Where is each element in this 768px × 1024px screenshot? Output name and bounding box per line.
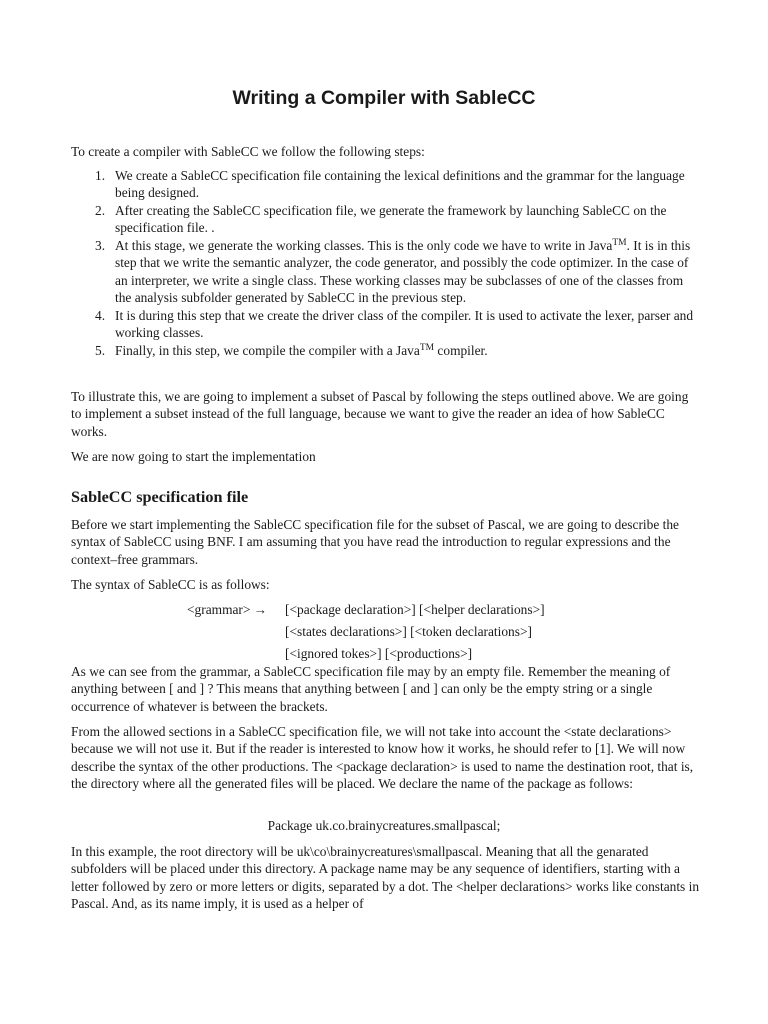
list-number: 5.	[95, 342, 106, 358]
list-number: 2.	[95, 202, 106, 218]
intro-paragraph: To create a compiler with SableCC we follow the following steps:	[71, 144, 425, 159]
list-item-text: After creating the SableCC specification file, we generate the framework by launching SableCC on the specification file. .	[115, 202, 667, 236]
list-item	[71, 202, 701, 237]
syntax-intro-paragraph: The syntax of SableCC is as follows:	[71, 577, 270, 592]
list-item-text-continued: . It is in this step that we write the semantic analyzer, the code generator, and possibly the code optimizer. In the case of an interpreter, we write a single class. These working classes may be subclasses of one of the classes from the analysis subfolder generated by SableCC in the previous step.	[115, 237, 691, 305]
document-title: Writing a Compiler with SableCC	[232, 87, 536, 109]
list-item-text: Finally, in this step, we compile the compiler with a Java	[115, 342, 420, 358]
implementation-paragraph: We are now going to start the implementation	[71, 449, 316, 464]
list-item	[71, 167, 701, 202]
list-item-text: At this stage, we generate the working classes. This is the only code we have to write in Java	[115, 237, 613, 253]
package-declaration-line: Package uk.co.brainycreatures.smallpascal;	[267, 818, 501, 833]
example-paragraph: In this example, the root directory will be uk\co\brainycreatures\smallpascal. Meaning that all the genarated subfolders will be placed under this directory. A package name may be any sequence of identifiers, starting with a letter followed by zero or more letters or digits, separated by a dot. The <helper declarations> works like constants in Pascal. And, as its name imply, it is used as a helper of	[71, 844, 700, 911]
grammar-line: [<package declaration>] [<helper declarations>]	[285, 602, 545, 617]
list-number: 4.	[95, 307, 106, 323]
steps-list	[71, 167, 701, 359]
grammar-explanation-paragraph: As we can see from the grammar, a SableCC specification file may by an empty file. Remember the meaning of anything between [ and ] ? This means that anything between [ and ] can only be the empty string or a single occurrence of whatever is between the brackets.	[71, 664, 671, 714]
list-number: 1.	[95, 168, 106, 183]
list-item	[71, 307, 701, 342]
list-item	[71, 342, 701, 359]
section-heading: SableCC specification file	[71, 488, 249, 506]
grammar-line: [<ignored tokes>] [<productions>]	[285, 646, 473, 661]
grammar-line: [<states declarations>] [<token declarations>]	[285, 624, 532, 639]
allowed-sections-paragraph: From the allowed sections in a SableCC specification file, we will not take into account the <state declarations> because we will not use it. But if the reader is interested to know how it works, he should refer to [1]. We will now describe the syntax of the other productions. The <package declaration> is used to name the destination root, that is, the directory where all the generated files will be placed. We declare the name of the package as follows:	[71, 724, 694, 791]
list-number: 3.	[95, 237, 106, 253]
trademark-superscript: TM	[612, 237, 627, 248]
illustrate-paragraph: To illustrate this, we are going to implement a subset of Pascal by following the steps outlined above. We are going to implement a subset instead of the full language, because we want to give the reader an idea of how SableCC works.	[71, 389, 689, 439]
before-paragraph: Before we start implementing the SableCC specification file for the subset of Pascal, we are going to describe the syntax of SableCC using BNF. I am assuming that you have read the introduction to regular expressions and the context–free grammars.	[71, 517, 679, 567]
list-item-text: It is during this step that we create the driver class of the compiler. It is used to activate the lexer, parser and working classes.	[115, 307, 694, 340]
grammar-lhs: <grammar> →	[187, 602, 268, 617]
list-item-text-continued: compiler.	[434, 342, 488, 358]
list-item	[71, 237, 701, 306]
list-item-text: We create a SableCC specification file containing the lexical definitions and the grammar for the language being designed.	[115, 168, 685, 201]
trademark-superscript: TM	[419, 342, 435, 353]
